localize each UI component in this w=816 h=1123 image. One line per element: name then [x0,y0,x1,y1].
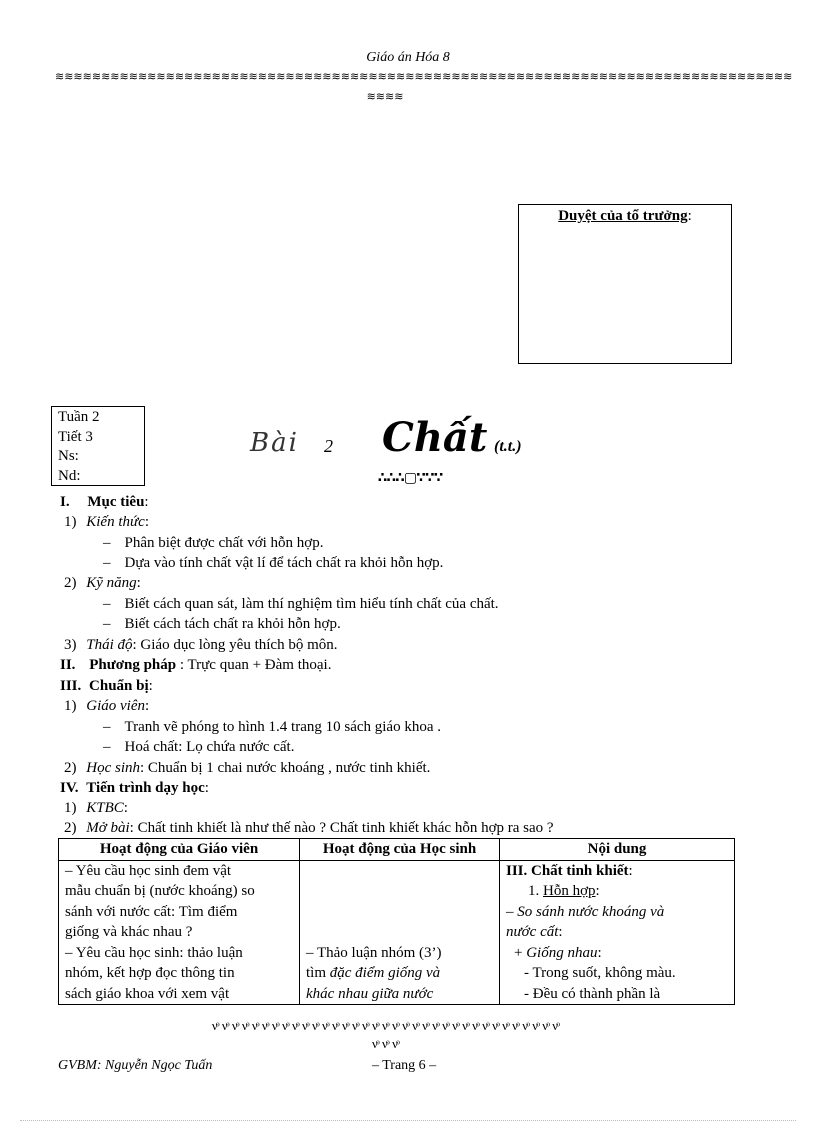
subsection-label: Mở bài [86,820,130,836]
colon: : [144,698,150,714]
nd-label: Nd: [58,467,81,484]
bullet-item [103,533,323,553]
subsection-label: KTBC [86,800,124,816]
footer-ornament-line: νͦ νͦ νͦ νͦ νͦ νͦ νͦ νͦ νͦ νͦ νͦ νͦ νͦ νͦ νͦ νͦ νͦ νͦ νͦ νͦ νͦ νͦ νͦ νͦ νͦ νͦ νͦ νͦ νͦ νͦ νͦ νͦ νͦ νͦ νͦ [211,1019,559,1034]
subsection-skills [64,573,141,593]
cell-text-emphasis: – So sánh nước khoáng và [506,903,665,920]
section-title: Phương pháp [89,657,177,673]
document-header-title: Giáo án Hóa 8 [366,50,450,65]
week-label: Tuần 2 [58,409,100,425]
subsection-text: : Chuẩn bị 1 chai nước khoáng , nước tinh khiết. [140,760,431,776]
subsection-teacher [64,696,149,716]
dash-bullet: – [103,596,111,612]
header-ornament-line: ≋≋≋≋≋≋≋≋≋≋≋≋≋≋≋≋≋≋≋≋≋≋≋≋≋≋≋≋≋≋≋≋≋≋≋≋≋≋≋≋≋≋≋≋≋≋≋≋≋≋≋≋≋≋≋≋≋≋≋≋≋≋≋≋≋≋≋≋≋≋≋≋≋≋≋≋≋≋≋≋ [55,70,793,83]
cell-text-emphasis: nước cất [506,924,559,940]
section-title: Tiến trình dạy học [86,780,205,796]
cell-text-emphasis: Giống nhau [526,944,598,961]
content-subheading: Hỗn hợp [543,883,596,899]
student-activity-cell [300,860,500,1005]
plus-bullet: + [514,944,527,961]
subsection-text: : Chất tinh khiết là như thế nào ? Chất tinh khiết khác hỗn hợp ra sao ? [129,820,554,836]
subsection-knowledge [64,512,149,532]
section-preparation [60,676,153,696]
period-label: Tiết 3 [58,428,93,445]
footer-page-number: – Trang 6 – [372,1058,437,1073]
colon: : [123,800,128,816]
section-title: Mục tiêu [87,494,145,510]
teacher-activity-cell [59,860,300,1005]
subsection-number: 3) [64,637,77,653]
header-ornament-line: ≋≋≋≋ [366,90,404,103]
dash-bullet: – [103,739,111,755]
content-heading: III. Chất tinh khiết [506,862,629,879]
lesson-prefix: Bài [250,428,299,458]
bullet-text: Phân biệt được chất với hỗn hợp. [124,535,324,551]
subsection-number: 1) [64,698,77,714]
section-objectives [60,492,149,512]
dash-bullet: – [103,719,111,735]
subsection-label: Giáo viên [86,698,145,714]
section-number: I. [60,494,70,510]
subsection-intro [64,818,554,838]
column-header: Nội dung [500,839,735,861]
cell-text: – Thảo luận nhóm (3’) [306,944,442,961]
section-text: : Trực quan + Đàm thoại. [176,657,332,673]
subsection-number: 1) [64,800,77,816]
cell-text: - Trong suốt, không màu. [524,965,676,981]
bullet-text: Biết cách tách chất ra khỏi hỗn hợp. [124,616,341,632]
section-process [60,778,209,798]
section-number: II. [60,657,76,673]
approval-box [518,204,732,364]
subsection-text: : Giáo dục lòng yêu thích bộ môn. [132,637,338,653]
cell-text-emphasis: đặc điểm giống và [329,965,441,981]
bullet-text: Dựa vào tính chất vật lí để tách chất ra khỏi hỗn hợp. [124,555,444,571]
cell-text: – Yêu cầu học sinh: thảo luận [65,944,243,961]
bullet-item [103,614,341,634]
colon: : [148,678,153,694]
subsection-label: Kỹ năng [86,575,137,591]
cell-text: giống và khác nhau ? [65,924,193,940]
lesson-title: Chất [382,414,488,461]
cell-text: nhóm, kết hợp đọc thông tin [65,965,235,981]
cell-text: tìm [306,965,330,981]
section-number: IV. [60,780,79,796]
column-header: Hoạt động của Học sinh [300,839,500,861]
bullet-item [103,717,441,737]
bullet-text: Tranh vẽ phóng to hình 1.4 trang 10 sách giáo khoa . [124,719,441,735]
section-number: III. [60,678,82,694]
approval-label-colon: : [687,208,692,224]
subsection-label: Kiến thức [86,514,145,530]
subsection-number: 2) [64,820,77,836]
subsection-label: Học sinh [86,760,140,776]
subsection-number: 2) [64,575,77,591]
colon: : [597,944,602,961]
cell-text: - Đều có thành phần là [524,985,661,1002]
content-cell [500,860,735,1005]
activity-table [58,838,735,1005]
section-method [60,655,331,675]
dash-bullet: – [103,555,111,571]
dash-bullet: – [103,616,111,632]
subsection-attitude [64,635,337,655]
subsection-number: 1) [64,514,77,530]
page-bottom-divider [20,1120,796,1121]
cell-text: – Yêu cầu học sinh đem vật [65,862,232,879]
bullet-item [103,594,499,614]
footer-author: GVBM: Nguyễn Ngọc Tuấn [58,1058,213,1073]
column-header: Hoạt động của Giáo viên [59,839,300,861]
table-header-row [59,839,735,861]
cell-text: sách giáo khoa với xem vật [65,985,230,1002]
lesson-note: (t.t.) [494,438,522,455]
lesson-info-box [51,406,145,486]
bullet-item [103,737,294,757]
colon: : [558,924,563,940]
colon: : [595,883,600,899]
table-row [59,860,735,1005]
subsection-review [64,798,128,818]
cell-text: mẫu chuẩn bị (nước khoáng) so [65,883,255,899]
subheading-number: 1. [528,883,540,899]
section-title: Chuẩn bị [89,678,149,694]
footer-ornament-line: νͦ νͦ νͦ [372,1037,398,1052]
cell-text-emphasis: khác nhau giữa nước [306,985,434,1002]
bullet-text: Biết cách quan sát, làm thí nghiệm tìm hiểu tính chất của chất. [124,596,499,612]
bullet-item [103,553,443,573]
ns-label: Ns: [58,448,79,464]
lesson-ornament: ∴∴∴▢∵∵∵ [377,470,443,486]
approval-label: Duyệt của tổ trưởng [558,208,688,224]
colon: : [628,862,633,879]
lesson-number: 2 [324,436,333,456]
subsection-student [64,758,430,778]
subsection-label: Thái độ [86,637,133,653]
dash-bullet: – [103,535,111,551]
cell-text: sánh với nước cất: Tìm điểm [65,903,238,920]
colon: : [204,780,209,796]
colon: : [136,575,141,591]
bullet-text: Hoá chất: Lọ chứa nước cất. [124,739,295,755]
colon: : [144,494,149,510]
colon: : [144,514,150,530]
subsection-number: 2) [64,760,77,776]
